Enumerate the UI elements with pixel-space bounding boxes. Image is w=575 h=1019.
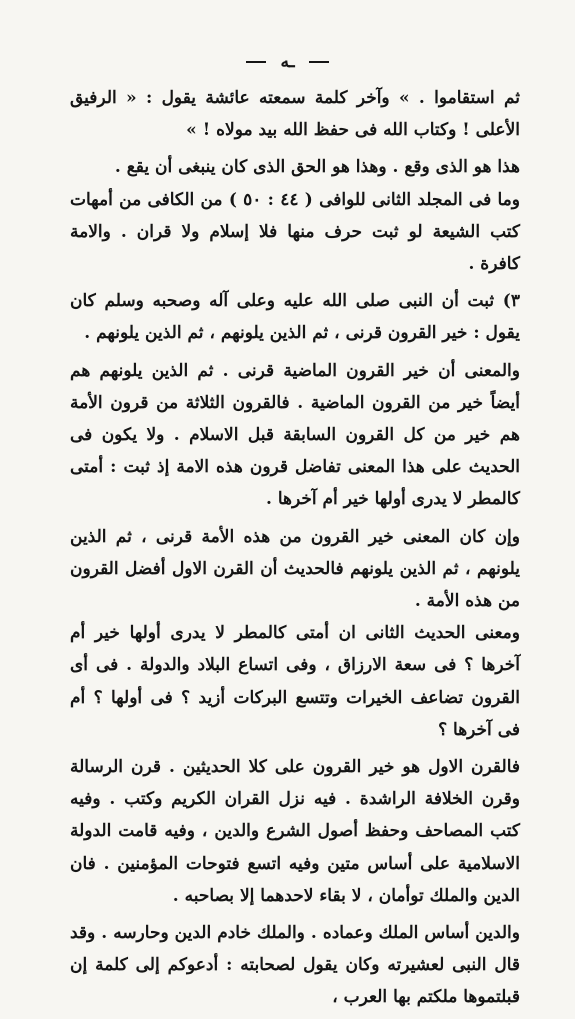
paragraph: ٣) ثبت أن النبى صلى الله عليه وعلى آله وصحبه وسلم كان يقول : خير القرون قرنى ، ثم الذين يلونهم ، ثم الذين يلونهم . xyxy=(70,291,520,344)
paragraph: هذا هو الذى وقع . وهذا هو الحق الذى كان ينبغى أن يقع . xyxy=(114,157,520,178)
paragraph: ثم استقاموا . » وآخر كلمة سمعته عائشة يقول : « الرفيق الأعلى ! وكتاب الله فى حفظ الله بيد مولاه ! » xyxy=(70,88,520,141)
paragraph: والمعنى أن خير القرون الماضية قرنى . ثم الذين يلونهم هم أيضاً خير من القرون الماضية . فالقرون الثلاثة من قرون الأمة هم خير من كل القرون السابقة قبل الاسلام . ولا يكون فى الحديث على هذا المعنى تفاضل قرون هذه الامة إذ ثبت : أمتى كالمطر لا يدرى أولها خير أم آخرها . xyxy=(70,360,520,510)
page-number: ـه xyxy=(280,52,295,72)
paragraph: فالقرن الاول هو خير القرون على كلا الحديثين . قرن الرسالة وقرن الخلافة الراشدة . فيه نزل القران الكريم وكتب . وفيه كتب المصاحف وحفظ أصول الشرع والدين ، وفيه قامت الدولة الاسلامية على أساس متين وفيه اتسع فتوحات المؤمنين . فان الدين والملك توأمان ، لا بقاء لاحدهما إلا بصاحبه . xyxy=(70,757,520,906)
paragraph: وما فى المجلد الثانى للوافى ( ٤٤ : ٥٠ ) من الكافى من أمهات كتب الشيعة لو ثبت حرف منها فلا إسلام ولا قران . والامة كافرة . xyxy=(70,189,520,275)
header-dash xyxy=(309,61,329,63)
paragraph: وإن كان المعنى خير القرون من هذه الأمة قرنى ، ثم الذين يلونهم ، ثم الذين يلونهم فالحديث أن القرن الاول أفضل القرون من هذه الأمة . xyxy=(70,526,520,612)
body-text xyxy=(70,82,520,1019)
header-dash xyxy=(246,61,266,63)
paragraph: ومعنى الحديث الثانى ان أمتى كالمطر لا يدرى أولها خير أم آخرها ؟ فى سعة الارزاق ، وفى اتساع البلاد والدولة . فى أى القرون تضاعف الخيرات وتتسع البركات أزيد ؟ فى أولها ؟ أم فى آخرها ؟ xyxy=(70,623,520,740)
page-header xyxy=(0,52,575,72)
paragraph: والدين أساس الملك وعماده . والملك خادم الدين وحارسه . وقد قال النبى لعشيرته وكان يقول لصحابته : أدعوكم إلى كلمة إن قبلتموها ملكتم بها العرب ، xyxy=(70,923,520,1008)
